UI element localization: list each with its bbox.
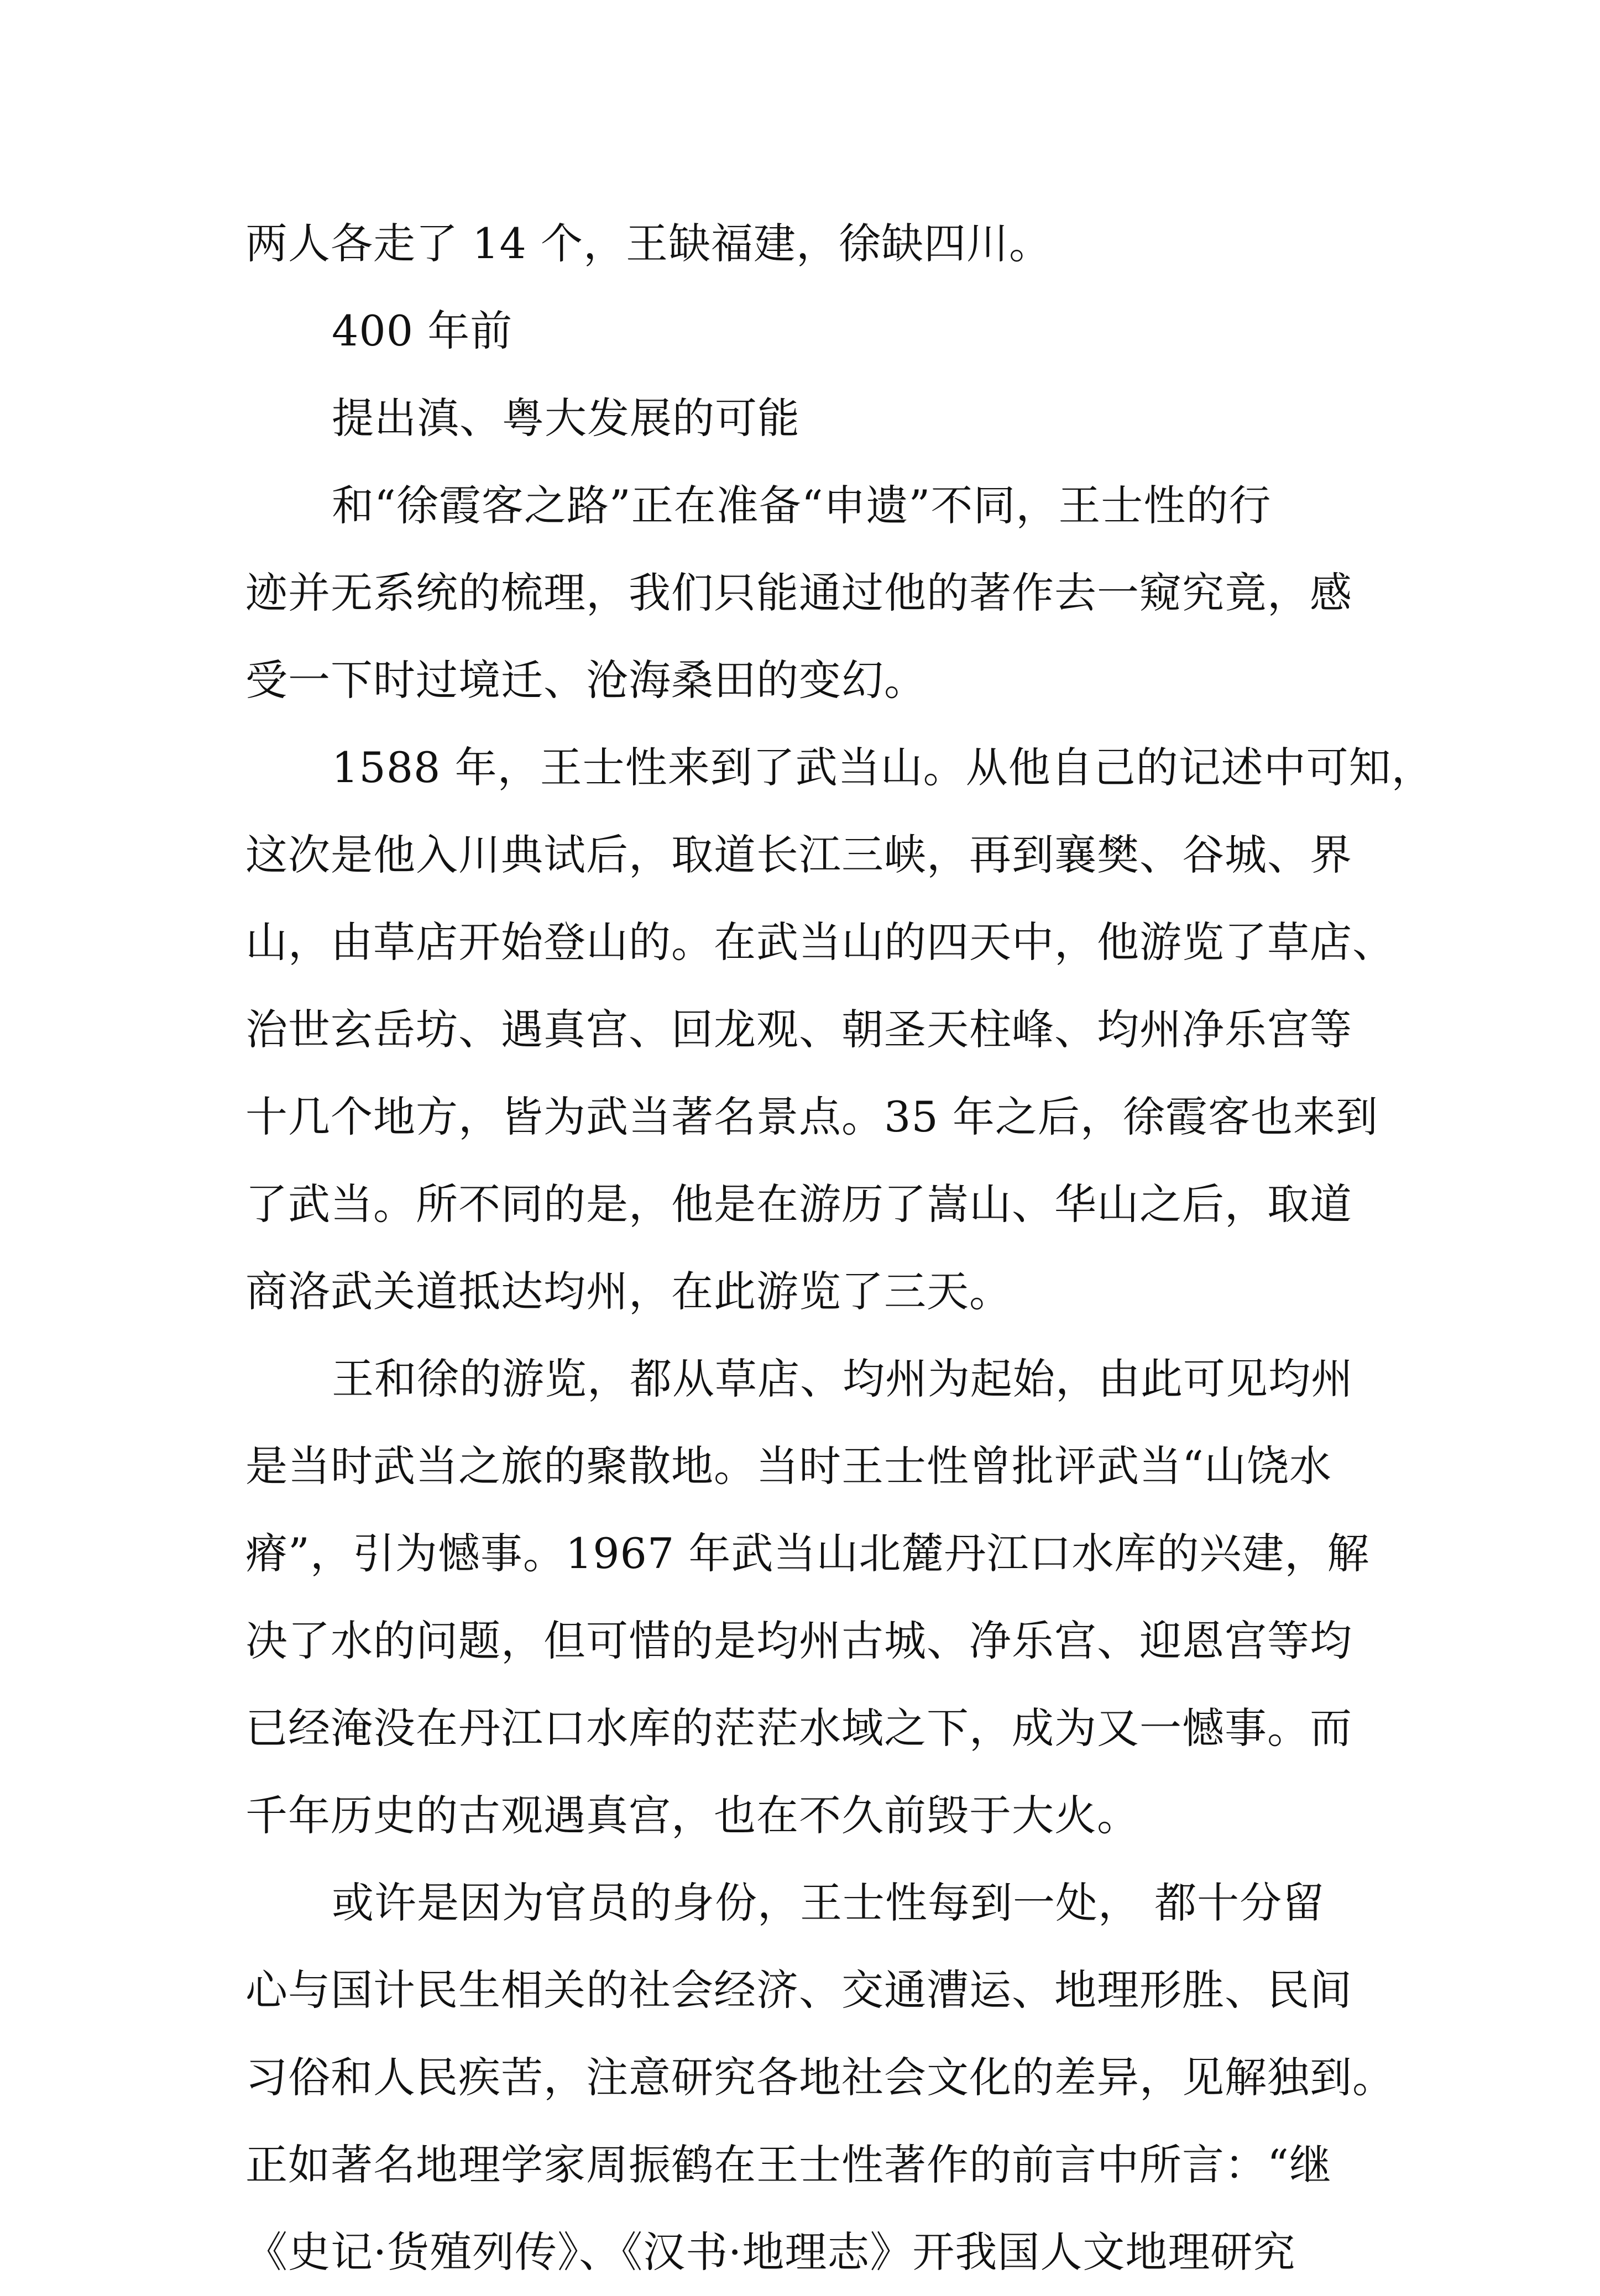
text-line: 《史记·货殖列传》、《汉书·地理志》开我国人文地理研究 (245, 2227, 1296, 2277)
text-line: 已经淹没在丹江口水库的茫茫水域之下，成为又一憾事。而 (245, 1703, 1352, 1753)
text-line: 决了水的问题，但可惜的是均州古城、净乐宫、迎恩宫等均 (245, 1616, 1352, 1665)
text-line: 迹并无系统的梳理，我们只能通过他的著作去一窥究竟，感 (245, 568, 1352, 617)
text-line: 了武当。所不同的是，他是在游历了嵩山、华山之后，取道 (245, 1180, 1352, 1229)
text-line: 或许是因为官员的身份，王士性每到一处， 都十分留 (332, 1878, 1325, 1927)
section-heading-line: 400 年前 (332, 306, 513, 355)
body-text (245, 200, 1434, 2296)
text-line: 这次是他入川典试后，取道长江三峡，再到襄樊、谷城、界 (245, 830, 1352, 879)
text-line: 商洛武关道抵达均州，在此游览了三天。 (245, 1267, 1012, 1316)
text-line: 两人各走了 14 个，王缺福建，徐缺四川。 (245, 219, 1052, 268)
text-line: 王和徐的游览，都从草店、均州为起始，由此可见均州 (332, 1354, 1353, 1403)
text-line: 习俗和人民疾苦，注意研究各地社会文化的差异，见解独到。 (245, 2053, 1395, 2102)
text-line: 和“徐霞客之路”正在准备“申遗”不同，王士性的行 (332, 481, 1272, 530)
text-line: 心与国计民生相关的社会经济、交通漕运、地理形胜、民间 (245, 1965, 1352, 2015)
text-line: 千年历史的古观遇真宫，也在不久前毁于大火。 (245, 1791, 1139, 1840)
section-heading-line: 提出滇、粤大发展的可能 (332, 394, 800, 443)
text-line: 是当时武当之旅的聚散地。当时王士性曾批评武当“山饶水 (245, 1441, 1332, 1491)
text-line: 1588 年，王士性来到了武当山。从他自己的记述中可知， (332, 743, 1434, 792)
text-line: 山，由草店开始登山的。在武当山的四天中，他游览了草店、 (245, 918, 1395, 967)
text-line: 治世玄岳坊、遇真宫、回龙观、朝圣天柱峰、均州净乐宫等 (245, 1005, 1352, 1054)
text-line: 正如著名地理学家周振鹤在王士性著作的前言中所言：“继 (245, 2140, 1332, 2189)
text-line: 受一下时过境迁、沧海桑田的变幻。 (245, 656, 927, 705)
text-line: 十几个地方，皆为武当著名景点。35 年之后，徐霞客也来到 (245, 1092, 1378, 1141)
text-line: 瘠”，引为憾事。1967 年武当山北麓丹江口水库的兴建，解 (245, 1529, 1370, 1578)
